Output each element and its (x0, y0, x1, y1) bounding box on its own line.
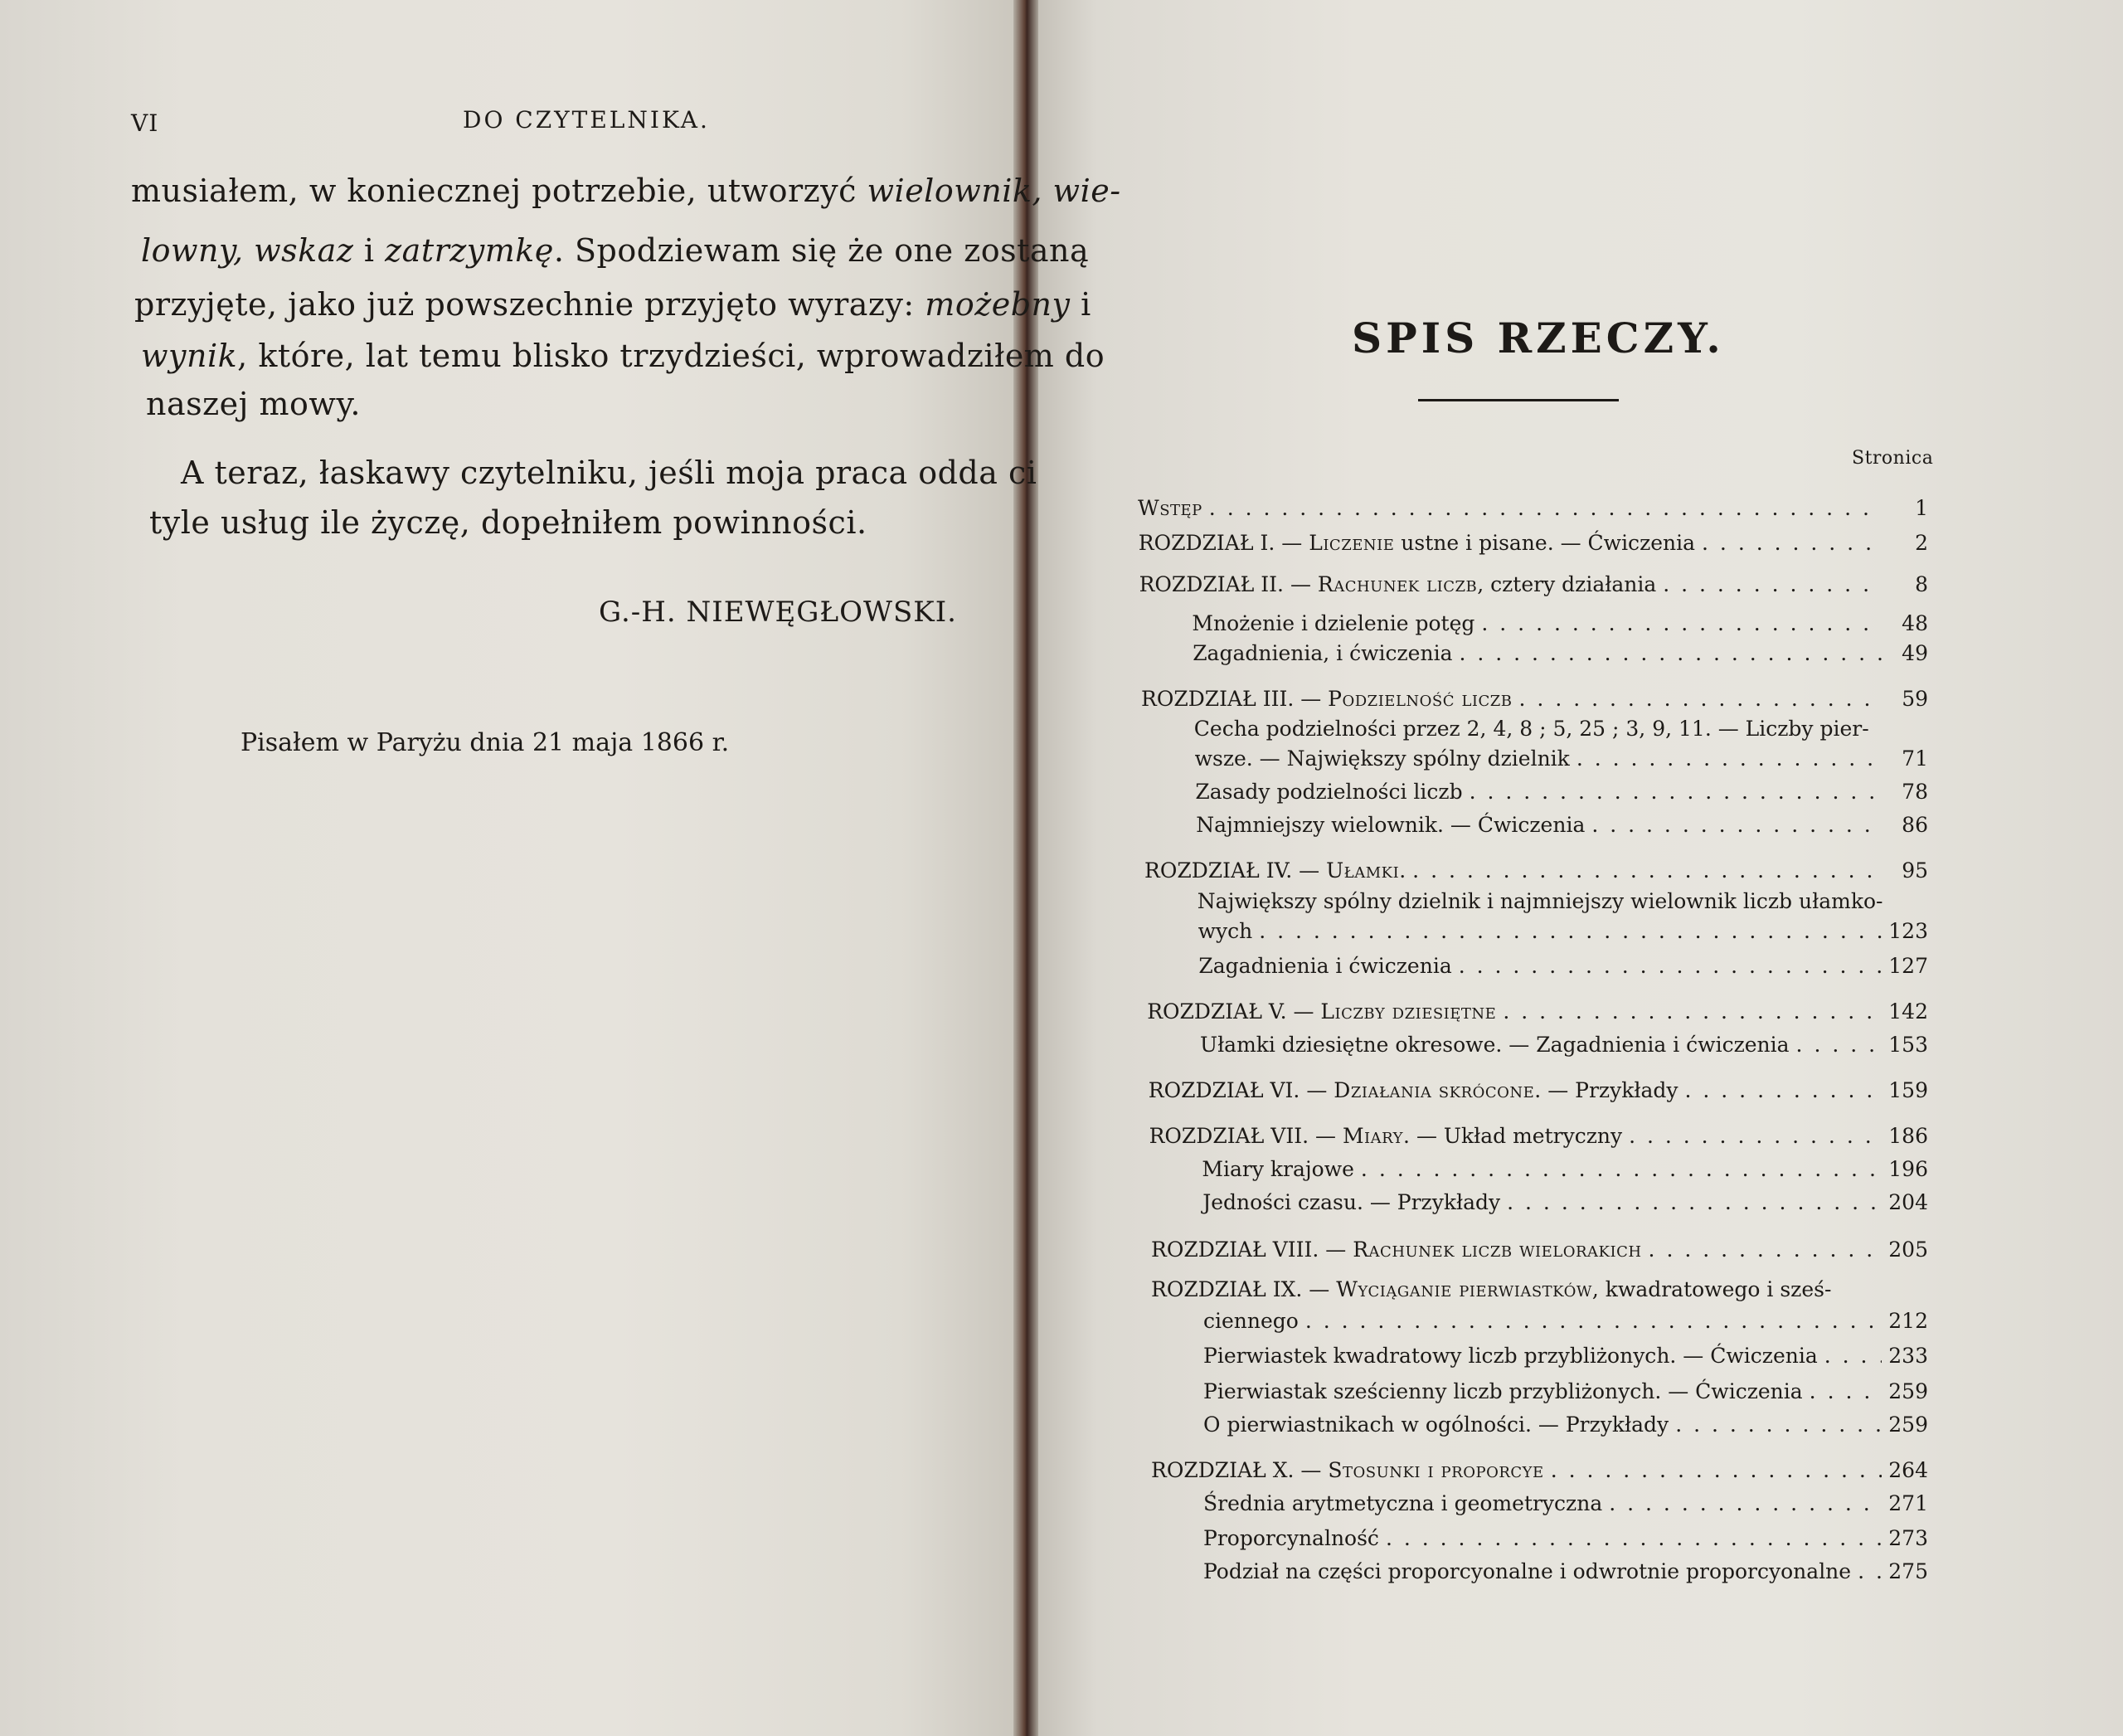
toc-page-number: 48 (1902, 611, 1928, 635)
toc-entry-text: ROZDZIAŁ III. — Podzielność liczb (1141, 687, 1513, 711)
toc-page-number: 153 (1888, 1033, 1928, 1057)
toc-page-number: 78 (1902, 780, 1928, 804)
toc-entry-text: ROZDZIAŁ VII. — Miary. — Układ metryczny (1149, 1124, 1623, 1148)
toc-page-number: 59 (1902, 687, 1928, 711)
toc-entry-row (1203, 1413, 1928, 1441)
dot-leader (1386, 1526, 1882, 1550)
place-date: Pisałem w Paryżu dnia 21 maja 1866 r. (240, 728, 730, 757)
toc-entry-text: Mnożenie i dzielenie potęg (1192, 611, 1475, 635)
body-line: wynik, które, lat temu blisko trzydzieści, wprowadziłem do (141, 338, 1105, 374)
toc-entry-row (1138, 496, 1928, 524)
toc-entry-text: ROZDZIAŁ IX. — Wyciąganie pierwiastków, kwadratowego i sześ- (1151, 1277, 1832, 1301)
toc-entry-text: Proporcynalność (1203, 1526, 1379, 1550)
toc-entry-text: Największy spólny dzielnik i najmniejszy wielownik liczb ułamko- (1197, 889, 1883, 913)
dot-leader (1858, 1559, 1882, 1583)
toc-page-number: 127 (1888, 954, 1928, 978)
toc-page-number: 86 (1902, 813, 1928, 837)
dot-leader (1824, 1344, 1882, 1368)
dot-leader (1675, 1413, 1882, 1437)
toc-chapter-row (1141, 687, 1928, 715)
running-head: DO CZYTELNIKA. (463, 106, 710, 134)
toc-entry-text: ROZDZIAŁ IV. — Ułamki. (1144, 858, 1406, 883)
toc-page-number: 71 (1902, 746, 1928, 771)
toc-entry-text: Ułamki dziesiętne okresowe. — Zagadnienia i ćwiczenia (1200, 1033, 1790, 1057)
toc-entry-text: ROZDZIAŁ X. — Stosunki i proporcye (1151, 1458, 1544, 1482)
toc-entry-text: Cecha podzielności przez 2, 4, 8 ; 5, 25 ; 3, 9, 11. — Liczby pier- (1193, 717, 1869, 741)
dot-leader (1481, 611, 1882, 635)
dot-leader (1591, 813, 1882, 837)
dot-leader (1685, 1078, 1882, 1102)
toc-entry-text: ROZDZIAŁ VI. — Działania skrócone. — Przykłady (1148, 1078, 1678, 1102)
toc-entry-text: ROZDZIAŁ II. — Rachunek liczb, cztery działania (1139, 572, 1657, 596)
toc-entry-row (1198, 954, 1928, 982)
toc-page-number: 204 (1888, 1190, 1928, 1214)
toc-entry-text: Zasady podzielności liczb (1195, 780, 1463, 804)
toc-entry-row (1192, 611, 1928, 639)
toc-entry-row (1202, 1190, 1928, 1218)
title-rule (1418, 399, 1619, 401)
dot-leader (1702, 531, 1882, 555)
toc-entry-text: Zagadnienia i ćwiczenia (1198, 954, 1452, 978)
toc-entry-text: Najmniejszy wielownik. — Ćwiczenia (1196, 813, 1586, 837)
dot-leader (1629, 1124, 1882, 1148)
toc-entry-row (1203, 1491, 1928, 1520)
toc-entry-row (1203, 1309, 1928, 1337)
dot-leader (1519, 687, 1882, 711)
toc-page-number: 1 (1915, 496, 1928, 520)
toc-chapter-row (1149, 1078, 1928, 1106)
toc-entry-text: Miary krajowe (1202, 1157, 1354, 1181)
toc-entry-text: Podział na części proporcyonalne i odwrotnie proporcyonalne (1203, 1559, 1852, 1583)
toc-page-number: 8 (1915, 572, 1928, 596)
toc-entry-row (1203, 1559, 1928, 1588)
toc-page-number: 2 (1915, 531, 1928, 555)
toc-chapter-row (1139, 572, 1928, 601)
toc-page-number: 271 (1888, 1491, 1928, 1515)
toc-page-number: 186 (1888, 1124, 1928, 1148)
dot-leader (1459, 641, 1882, 665)
toc-page-number: 259 (1888, 1413, 1928, 1437)
toc-page-number: 275 (1888, 1559, 1928, 1583)
toc-entry-row (1203, 1526, 1928, 1554)
toc-entry-text: ROZDZIAŁ V. — Liczby dziesiętne (1147, 999, 1497, 1024)
toc-page-number: 159 (1888, 1078, 1928, 1102)
toc-page-number: 95 (1902, 858, 1928, 883)
toc-entry-text: ROZDZIAŁ VIII. — Rachunek liczb wielorakich (1151, 1238, 1642, 1262)
body-line: musiałem, w koniecznej potrzebie, utworzyć wielownik, wie- (131, 173, 1121, 209)
toc-page-number: 142 (1888, 999, 1928, 1024)
toc-entry-row (1198, 919, 1928, 947)
toc-title: SPIS RZECZY. (1352, 314, 1725, 362)
toc-page-number: 259 (1888, 1379, 1928, 1403)
toc-chapter-row (1144, 858, 1928, 887)
page-number: VI (131, 109, 159, 137)
body-line: tyle usług ile życzę, dopełniłem powinności. (149, 504, 867, 541)
body-line: naszej mowy. (146, 386, 361, 422)
toc-chapter-row (1139, 531, 1928, 559)
toc-entry-row (1198, 889, 1928, 917)
dot-leader (1459, 954, 1882, 978)
toc-entry-text: wych (1198, 919, 1253, 943)
dot-leader (1503, 999, 1882, 1024)
toc-entry-row (1203, 1379, 1928, 1408)
toc-chapter-row (1147, 999, 1928, 1028)
toc-entry-text: O pierwiastnikach w ogólności. — Przykłady (1203, 1413, 1669, 1437)
toc-entry-row (1196, 813, 1928, 841)
dot-leader (1649, 1238, 1882, 1262)
dot-leader (1551, 1458, 1882, 1482)
dot-leader (1810, 1379, 1882, 1403)
toc-entry-text: Średnia arytmetyczna i geometryczna (1203, 1491, 1603, 1515)
dot-leader (1796, 1033, 1882, 1057)
toc-entry-text: ciennego (1203, 1309, 1299, 1333)
toc-chapter-row (1151, 1238, 1928, 1266)
toc-chapter-row (1151, 1277, 1928, 1306)
dot-leader (1609, 1491, 1882, 1515)
toc-chapter-row (1151, 1458, 1928, 1486)
dot-leader (1412, 858, 1882, 883)
toc-entry-text: Pierwiastak sześcienny liczb przybliżonych. — Ćwiczenia (1203, 1379, 1803, 1403)
toc-entry-text: Jedności czasu. — Przykłady (1202, 1190, 1501, 1214)
toc-entry-text: Pierwiastek kwadratowy liczb przybliżonych. — Ćwiczenia (1203, 1344, 1818, 1368)
toc-entry-text: ROZDZIAŁ I. — Liczenie ustne i pisane. — Ćwiczenia (1138, 531, 1696, 555)
toc-page-number: 123 (1888, 919, 1928, 943)
toc-page-number: 233 (1888, 1344, 1928, 1368)
toc-page-number: 196 (1888, 1157, 1928, 1181)
dot-leader (1209, 496, 1882, 520)
dot-leader (1305, 1309, 1882, 1333)
toc-page-number: 264 (1888, 1458, 1928, 1482)
dot-leader (1663, 572, 1882, 596)
dot-leader (1507, 1190, 1882, 1214)
toc-entry-row (1195, 746, 1928, 775)
page-column-header: Stronica (1852, 448, 1934, 469)
dot-leader (1576, 746, 1882, 771)
toc-entry-row (1203, 1344, 1928, 1372)
body-line: A teraz, łaskawy czytelniku, jeśli moja praca odda ci (181, 455, 1037, 491)
toc-page-number: 273 (1888, 1526, 1928, 1550)
toc-entry-row (1194, 717, 1928, 745)
toc-entry-row (1202, 1157, 1928, 1185)
toc-entry-row (1200, 1033, 1928, 1061)
toc-entry-text: Wstęp (1138, 496, 1202, 520)
body-line: lowny, wskaz i zatrzymkę. Spodziewam się że one zostaną (141, 232, 1090, 269)
body-line: przyjęte, jako już powszechnie przyjęto wyrazy: możebny i (134, 286, 1091, 323)
toc-page-number: 212 (1888, 1309, 1928, 1333)
toc-chapter-row (1149, 1124, 1928, 1152)
dot-leader (1361, 1157, 1882, 1181)
toc-entry-row (1195, 780, 1928, 808)
toc-page-number: 205 (1888, 1238, 1928, 1262)
toc-page-number: 49 (1902, 641, 1928, 665)
toc-entry-row (1193, 641, 1928, 669)
dot-leader (1470, 780, 1882, 804)
signature: G.-H. NIEWĘGŁOWSKI. (599, 596, 957, 629)
toc-entry-text: wsze. — Największy spólny dzielnik (1194, 746, 1570, 771)
toc-entry-text: Zagadnienia, i ćwiczenia (1193, 641, 1453, 665)
dot-leader (1259, 919, 1882, 943)
